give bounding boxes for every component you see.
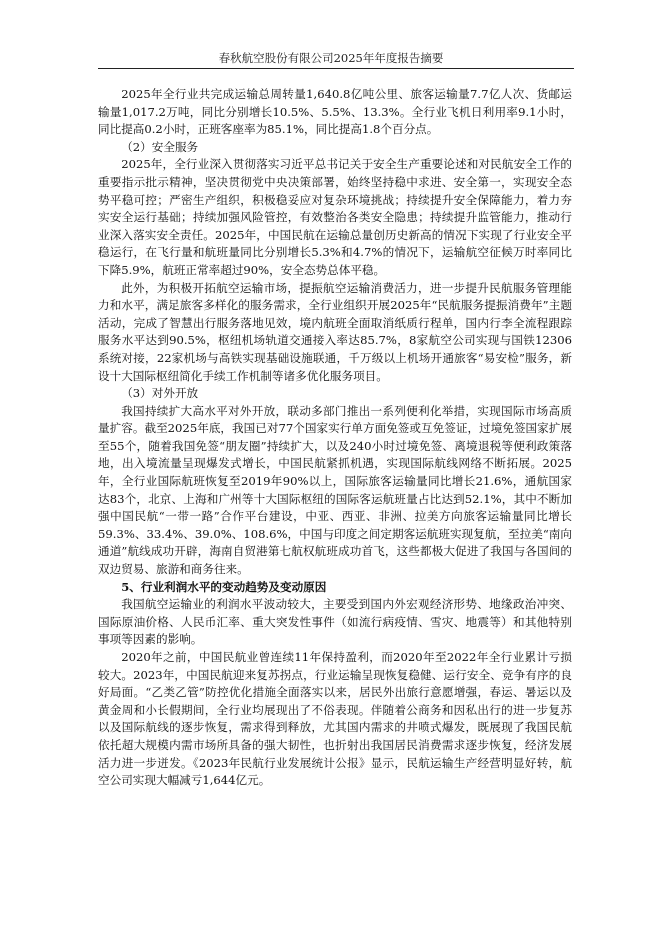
section-heading-profit-trend: 5、行业利润水平的变动趋势及变动原因 <box>121 579 327 594</box>
paragraph-transport-volume: 2025年全行业共完成运输总周转量1,640.8亿吨公里、旅客运输量7.7亿人次、货邮运输量1,017.2万吨，同比分别增长10.5%、5.5%、13.3%。全行业飞机日利用率9.1小时，同比提高0.2小时，正班客座率为85.1%，同比提高1.8个百分点。 <box>98 87 572 137</box>
paragraph-service: 此外，为积极开拓航空运输市场，提振航空运输消费活力，进一步提升民航服务管理能力和水平，满足旅客多样化的服务需求，全行业组织开展2025年“民航服务提振消费年”主题活动，完成了智慧出行服务落地见效，境内航班全面取消纸质行程单，国内行李全流程跟踪服务水平达到90.5%，枢纽机场轨道交通接入率达85.7%，8家航空公司实现与国铁12306系统对接，22家机场与高铁实现基础设施联通，千万级以上机场开通旅客“易安检”服务，新设十大国际枢纽简化手续工作机制等诸多优化服务项目。 <box>98 280 572 383</box>
page-header: 春秋航空股份有限公司2025年年度报告摘要 <box>218 51 444 65</box>
subheading-opening-up: （3）对外开放 <box>121 386 199 401</box>
paragraph-safety: 2025年，全行业深入贯彻落实习近平总书记关于安全生产重要论述和对民航安全工作的重要指示批示精神，坚决贯彻党中央决策部署，始终坚持稳中求进、安全第一，实现安全态势平稳可控；严密生产组织，积极稳妥应对复杂环境挑战；持续提升安全保障能力，着力夯实安全运行基础；持续加强风险管控，有效整治各类安全隐患；持续提升监管能力，推动行业深入落实安全责任。2025年，中国民航在运输总量创历史新高的情况下实现了行业安全平稳运行，在飞行量和航班量同比分别增长5.3%和4.7%的情况下，运输航空征候万时率同比下降5.9%，航班正常率超过90%，安全态势总体平稳。 <box>98 157 572 277</box>
paragraph-profit-factors: 我国航空运输业的利润水平波动较大，主要受到国内外宏观经济形势、地缘政治冲突、国际原油价格、人民币汇率、重大突发性事件（如流行病疫情、雪灾、地震等）和其他特别事项等因素的影响。 <box>98 597 572 647</box>
body-text <box>98 86 572 790</box>
header-divider <box>98 68 574 69</box>
paragraph-profit-history: 2020年之前，中国民航业曾连续11年保持盈利，而2020年至2022年全行业累计亏损较大。2023年，中国民航迎来复苏拐点，行业运输呈现恢复稳健、运行安全、竞争有序的良好局面。“乙类乙管”防控优化措施全面落实以来，居民外出旅行意愿增强，春运、暑运以及黄金周和小长假期间，全行业均展现出了不俗表现。伴随着公商务和因私出行的进一步复苏以及国际航线的逐步恢复，需求得到释放，尤其国内需求的井喷式爆发，既展现了我国民航依托超大规模内需市场所具备的强大韧性，也折射出我国居民消费需求逐步恢复，经济发展活力进一步迸发。《2023年民航行业发展统计公报》显示，民航运输生产经营明显好转，航空公司实现大幅减亏1,644亿元。 <box>98 650 572 788</box>
paragraph-opening-up: 我国持续扩大高水平对外开放，联动多部门推出一系列便利化举措，实现国际市场高质量扩容。截至2025年底，我国已对77个国家实行单方面免签或互免签证，过境免签国家扩展至55个，随着我国免签“朋友圈”持续扩大，以及240小时过境免签、离境退税等便利政策落地，出入境流量呈现爆发式增长，中国民航紧抓机遇，实现国际航线网络不断拓展。2025年，全行业国际航班恢复至2019年90%以上，国际旅客运输量同比增长21.6%，通航国家达83个，北京、上海和广州等十大国际枢纽的国际客运航班量占比达到52.1%，其中不断加强中国民航“一带一路”合作平台建设，中亚、西亚、非洲、拉美方向旅客运输量同比增长59.3%、33.4%、39.0%、108.6%，中国与印度之间定期客运航班实现复航，至拉美“南向通道”航线成功开辟，海南自贸港第七航权航班成功首飞，这些都极大促进了我国与各国间的双边贸易、旅游和商务往来。 <box>98 403 572 577</box>
subheading-safety-service: （2）安全服务 <box>121 139 199 154</box>
